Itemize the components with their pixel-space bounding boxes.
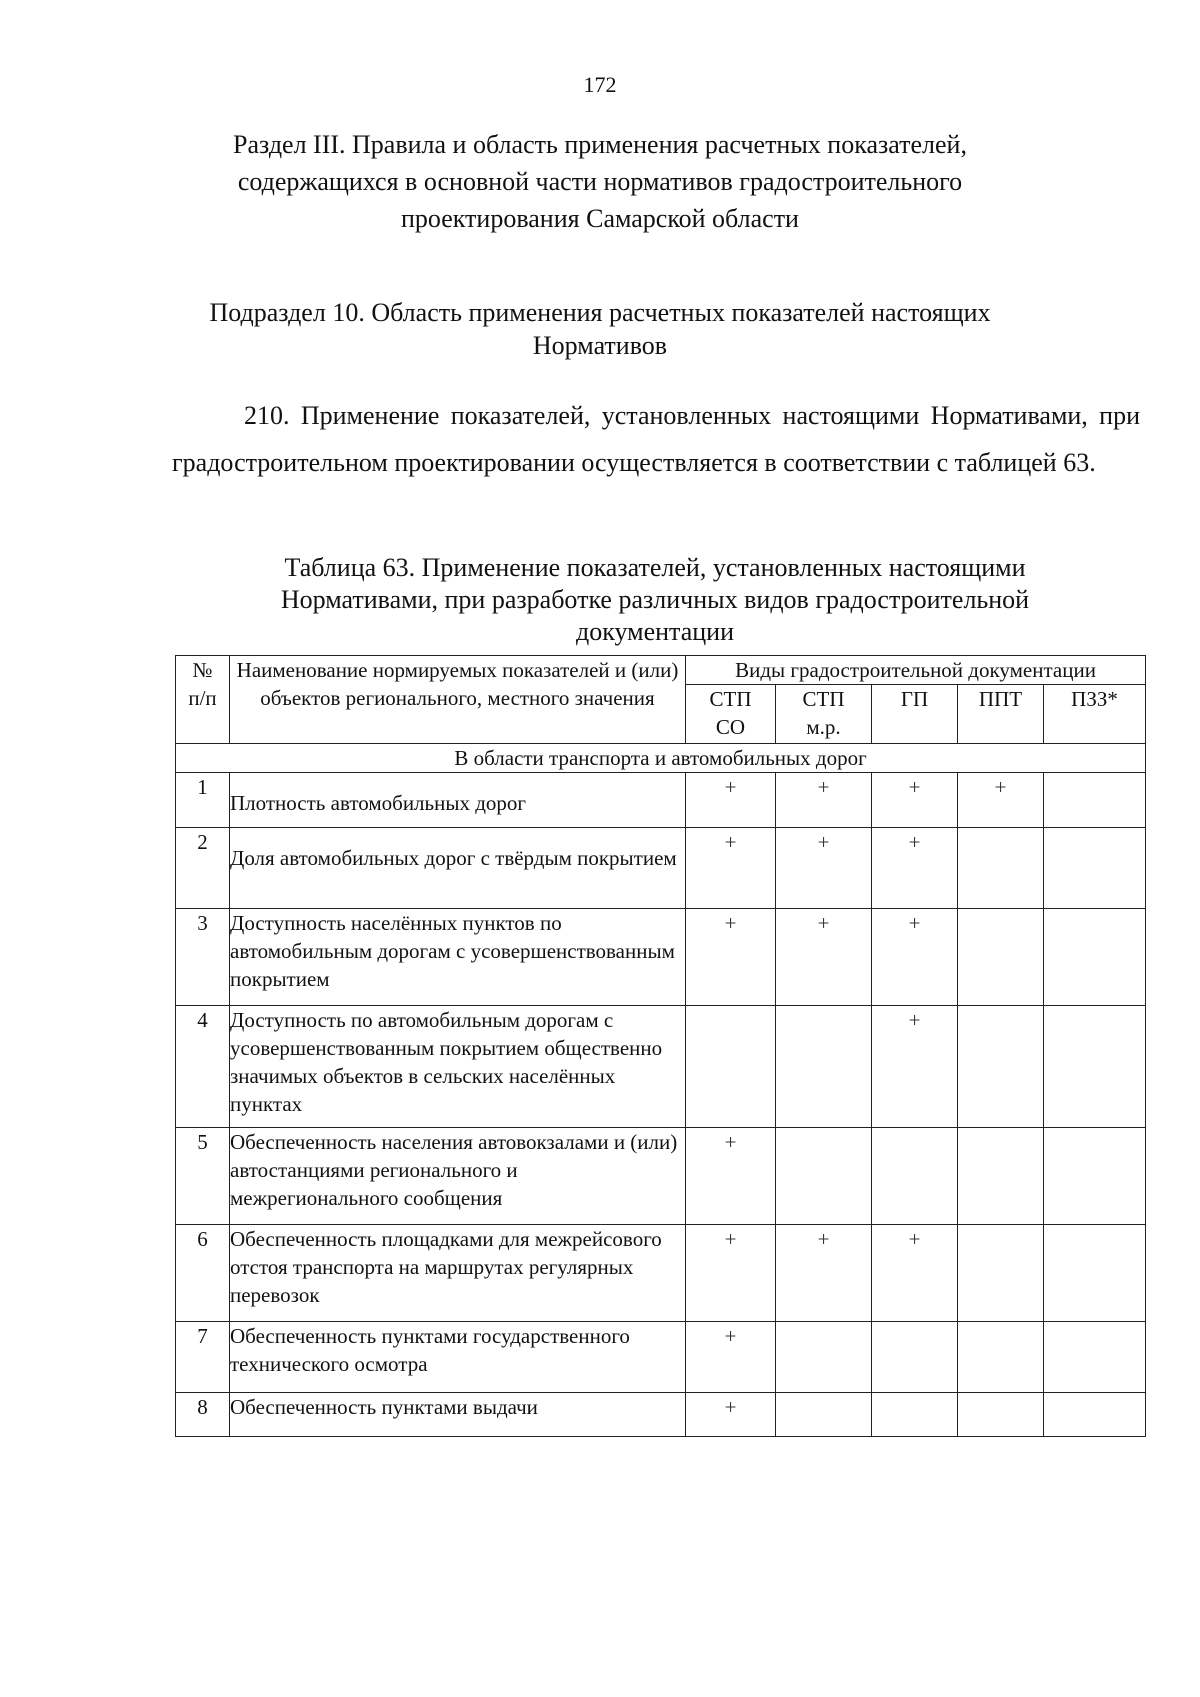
- row-indicator-name: Доступность населённых пунктов по автомобильным дорогам с усовершенствованным покрытием: [230, 909, 686, 1006]
- header-doc-types: Виды градостроительной документации: [686, 656, 1146, 685]
- mark-cell-stp-mr: [776, 1006, 872, 1128]
- row-number: 7: [176, 1322, 230, 1393]
- mark-cell-pzz: [1044, 909, 1146, 1006]
- mark-cell-stp-so: +: [686, 909, 776, 1006]
- table-row: [176, 1006, 1146, 1128]
- row-indicator-name: Плотность автомобильных дорог: [230, 773, 686, 828]
- table-row: [176, 1393, 1146, 1437]
- mark-cell-pzz: [1044, 773, 1146, 828]
- mark-cell-pzz: [1044, 1006, 1146, 1128]
- table-row: [176, 909, 1146, 1006]
- mark-cell-gp: [872, 1393, 958, 1437]
- mark-cell-gp: +: [872, 773, 958, 828]
- header-doc-gp: ГП: [872, 685, 958, 744]
- section-title: Раздел III. Правила и область применения расчетных показателей, содержащихся в основной части нормативов градостроительного проектирования Самарской области: [233, 130, 967, 233]
- mark-cell-stp-so: +: [686, 1393, 776, 1437]
- header-doc-stp-so: СТП СО: [686, 685, 776, 744]
- mark-cell-ppt: [958, 1225, 1044, 1322]
- mark-cell-stp-so: +: [686, 1128, 776, 1225]
- row-number: 5: [176, 1128, 230, 1225]
- header-doc-pzz: ПЗЗ*: [1044, 685, 1146, 744]
- subsection-title: Подраздел 10. Область применения расчетных показателей настоящих Нормативов: [209, 298, 991, 360]
- header-indicator-name: Наименование нормируемых показателей и (или) объектов регионального, местного значения: [230, 656, 686, 744]
- mark-cell-stp-so: +: [686, 773, 776, 828]
- table-row: [176, 1322, 1146, 1393]
- table-row: [176, 1128, 1146, 1225]
- mark-cell-stp-mr: +: [776, 909, 872, 1006]
- mark-cell-gp: +: [872, 909, 958, 1006]
- mark-cell-stp-so: +: [686, 828, 776, 909]
- row-number: 3: [176, 909, 230, 1006]
- mark-cell-gp: [872, 1128, 958, 1225]
- mark-cell-ppt: [958, 1006, 1044, 1128]
- mark-cell-pzz: [1044, 1225, 1146, 1322]
- page-number: 172: [583, 72, 617, 97]
- table-caption: Таблица 63. Применение показателей, установленных настоящими Нормативами, при разработке различных видов градостроительной документации: [280, 553, 1030, 646]
- paragraph-210: 210. Применение показателей, установленных настоящими Нормативами, при градостроительном проектировании осуществляется в соответствии с таблицей 63.: [172, 401, 1140, 477]
- header-number: № п/п: [176, 656, 230, 744]
- header-doc-stp-mr: СТП м.р.: [776, 685, 872, 744]
- mark-cell-pzz: [1044, 1128, 1146, 1225]
- mark-cell-stp-mr: +: [776, 828, 872, 909]
- mark-cell-gp: +: [872, 1006, 958, 1128]
- mark-cell-gp: +: [872, 1225, 958, 1322]
- row-number: 2: [176, 828, 230, 909]
- mark-cell-gp: [872, 1322, 958, 1393]
- mark-cell-ppt: [958, 1393, 1044, 1437]
- table-row: [176, 828, 1146, 909]
- mark-cell-stp-so: [686, 1006, 776, 1128]
- row-number: 8: [176, 1393, 230, 1437]
- row-number: 4: [176, 1006, 230, 1128]
- header-doc-ppt: ППТ: [958, 685, 1044, 744]
- mark-cell-gp: +: [872, 828, 958, 909]
- mark-cell-ppt: [958, 1128, 1044, 1225]
- row-indicator-name: Обеспеченность пунктами государственного технического осмотра: [230, 1322, 686, 1393]
- mark-cell-pzz: [1044, 1393, 1146, 1437]
- mark-cell-ppt: [958, 909, 1044, 1006]
- table-63: [175, 655, 1146, 1437]
- mark-cell-stp-mr: +: [776, 1225, 872, 1322]
- mark-cell-ppt: [958, 1322, 1044, 1393]
- mark-cell-ppt: +: [958, 773, 1044, 828]
- table-row: [176, 773, 1146, 828]
- row-indicator-name: Обеспеченность населения автовокзалами и (или) автостанциями регионального и межрегионального сообщения: [230, 1128, 686, 1225]
- row-indicator-name: Обеспеченность пунктами выдачи: [230, 1393, 686, 1437]
- mark-cell-pzz: [1044, 1322, 1146, 1393]
- mark-cell-stp-mr: [776, 1393, 872, 1437]
- category-row: В области транспорта и автомобильных дорог: [176, 744, 1146, 773]
- row-indicator-name: Доля автомобильных дорог с твёрдым покрытием: [230, 828, 686, 909]
- mark-cell-stp-so: +: [686, 1322, 776, 1393]
- row-indicator-name: Доступность по автомобильным дорогам с усовершенствованным покрытием общественно значимых объектов в сельских населённых пунктах: [230, 1006, 686, 1128]
- mark-cell-ppt: [958, 828, 1044, 909]
- mark-cell-pzz: [1044, 828, 1146, 909]
- row-number: 6: [176, 1225, 230, 1322]
- table-row: [176, 1225, 1146, 1322]
- mark-cell-stp-so: +: [686, 1225, 776, 1322]
- row-number: 1: [176, 773, 230, 828]
- row-indicator-name: Обеспеченность площадками для межрейсового отстоя транспорта на маршрутах регулярных перевозок: [230, 1225, 686, 1322]
- mark-cell-stp-mr: +: [776, 773, 872, 828]
- mark-cell-stp-mr: [776, 1128, 872, 1225]
- mark-cell-stp-mr: [776, 1322, 872, 1393]
